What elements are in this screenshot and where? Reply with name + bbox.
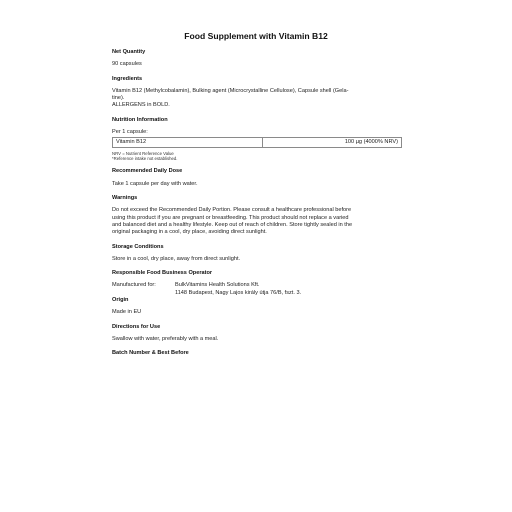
fbo-company: BulkVitamins Health Solutions Kft.	[175, 282, 260, 289]
ingredients-heading: Ingredients	[112, 75, 143, 82]
nrv-note: NRV = Nutrient Reference Value	[112, 150, 174, 156]
warnings-line-2: using this product if you are pregnant or breastfeeding. This product should not replace a varied	[112, 214, 349, 221]
warnings-heading: Warnings	[112, 195, 138, 202]
reference-intake-note: *Reference intake not established.	[112, 156, 178, 162]
fbo-label: Manufactured for:	[112, 282, 156, 289]
origin-heading: Origin	[112, 297, 129, 304]
dose-text: Take 1 capsule per day with water.	[112, 180, 198, 187]
batch-heading: Batch Number & Best Before	[112, 350, 189, 357]
dose-heading: Recommended Daily Dose	[112, 168, 183, 175]
fbo-row	[112, 282, 402, 297]
fbo-street: 1148 Budapest, Nagy Lajos király útja 76/B, fszt. 3.	[175, 289, 302, 296]
storage-heading: Storage Conditions	[112, 243, 164, 250]
origin-text: Made in EU	[112, 309, 142, 316]
net-quantity-heading: Net Quantity	[112, 49, 146, 55]
nutrition-table	[112, 137, 402, 147]
warnings-line-4: original packaging in a cool, dry place, avoiding direct sunlight.	[112, 229, 267, 236]
label-content	[112, 49, 402, 358]
ingredients-line-1: Vitamin B12 (Methylcobalamin), Bulking agent (Microcrystalline Cellulose), Capsule shell (Gela-	[112, 87, 349, 94]
nutrient-name: Vitamin B12	[113, 138, 263, 147]
allergens-note: ALLERGENS in BOLD.	[112, 102, 170, 109]
nutrient-value: 100 µg (4000% NRV)	[344, 138, 398, 145]
nutrition-heading: Nutrition Information	[112, 116, 168, 123]
nutrition-per-serving: Per 1 capsule:	[112, 129, 148, 136]
fbo-address	[175, 282, 402, 297]
warnings-line-1: Do not exceed the Recommended Daily Portion. Please consult a healthcare professional before	[112, 207, 352, 214]
document-title: Food Supplement with Vitamin B12	[184, 31, 328, 41]
warnings-line-3: and balanced diet and a healthy lifestyle. Keep out of reach of children. Store tightly sealed in the	[112, 221, 353, 228]
directions-text: Swallow with water, preferably with a meal.	[112, 335, 219, 342]
directions-heading: Directions for Use	[112, 323, 161, 330]
fbo-heading: Responsible Food Business Operator	[112, 270, 213, 277]
storage-text: Store in a cool, dry place, away from direct sunlight.	[112, 255, 241, 262]
ingredients-line-2: tine).	[112, 95, 125, 102]
net-quantity-value: 90 capsules	[112, 61, 142, 68]
table-row	[113, 138, 402, 147]
